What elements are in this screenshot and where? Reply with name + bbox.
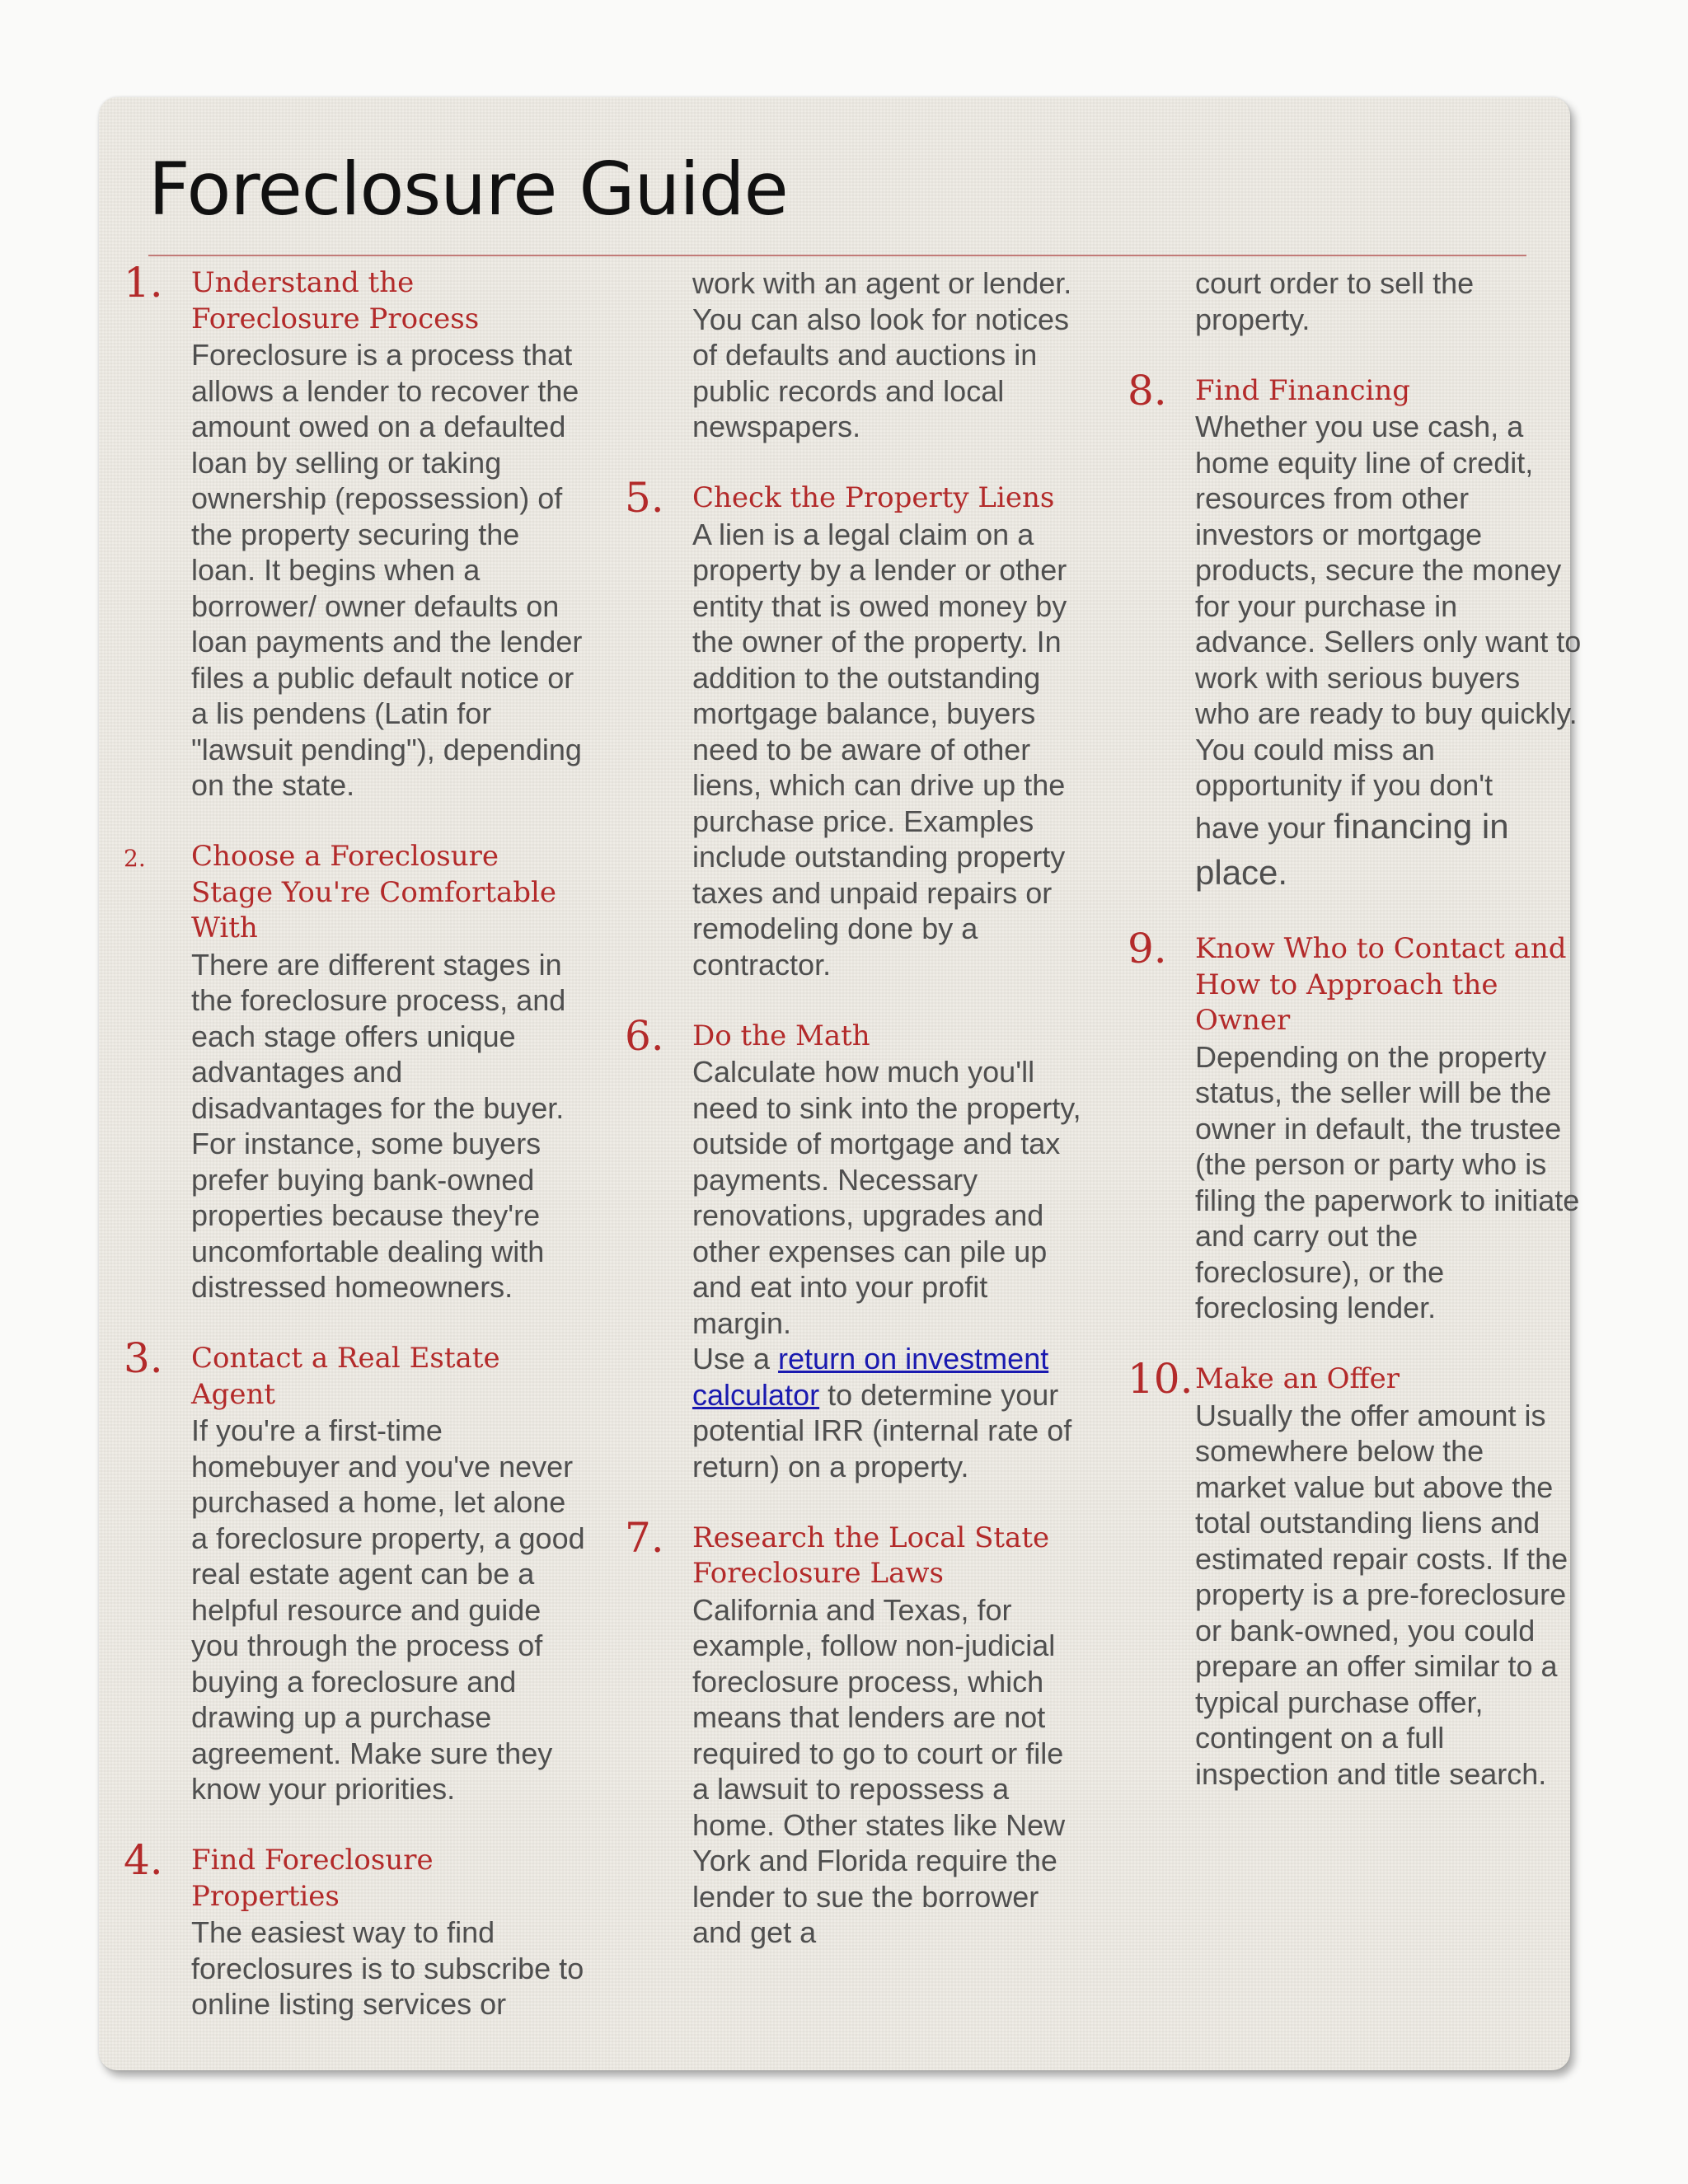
section-heading: Find Foreclosure Properties: [191, 1844, 434, 1913]
section-number: 4.: [124, 1836, 163, 1884]
section-heading: Research the Local State Foreclosure Laws: [692, 1521, 1050, 1590]
section-number: 8.: [1128, 366, 1167, 415]
section-2: [124, 839, 587, 1305]
section-1: [124, 259, 587, 804]
section-body: The easiest way to find foreclosures is to subscribe to online listing services or: [191, 1915, 584, 2021]
section-body: Calculate how much you'll need to sink into the property, outside of mortgage and tax payments. Necessary renovations, upgrades and other expenses can pile up and eat into your profit margin.: [692, 1055, 1081, 1340]
column-2: [625, 265, 1088, 1951]
section-9: [1128, 925, 1582, 1326]
section-number: 5.: [625, 474, 664, 522]
section-body: Depending on the property status, the seller will be the owner in default, the trustee (the person or party who is filing the paperwork to initiate and carry out the foreclosure), or the foreclosing lender.: [1195, 1039, 1580, 1324]
section-number: 2.: [124, 845, 146, 872]
section-body: California and Texas, for example, follow non-judicial foreclosure process, which means that lenders are not required to go to court or file a lawsuit to repossess a home. Other states like New York and Florida require the lender to sue the borrower and get a: [692, 1592, 1066, 1949]
section-body: There are different stages in the foreclosure process, and each stage offers unique advantages and disadvantages for the buyer. For instance, some buyers prefer buying bank-owned properties because they're uncomfortable dealing with distressed homeowners.: [191, 947, 566, 1304]
section-4: [124, 1836, 587, 2022]
section-heading: Find Financing: [1195, 373, 1411, 407]
section-number: 10.: [1128, 1355, 1193, 1403]
column-1: [124, 259, 587, 2022]
column-3: [1128, 265, 1582, 1792]
section-number: 9.: [1128, 925, 1167, 972]
section-6: [625, 1011, 1088, 1485]
tail-text-large: financing in place.: [1195, 806, 1509, 892]
section-5: [625, 474, 1088, 982]
section-heading: Know Who to Contact and How to Approach the Owner: [1195, 932, 1567, 1037]
section-number: 1.: [124, 259, 163, 307]
section-number: 3.: [124, 1334, 163, 1382]
section-3: [124, 1334, 587, 1807]
tail-text: have your: [1195, 810, 1334, 845]
section-number: 6.: [625, 1011, 664, 1060]
section-heading: Choose a Foreclosure Stage You're Comfortable With: [191, 840, 557, 944]
section-heading: Check the Property Liens: [692, 481, 1055, 514]
roi-text-before: Use a: [692, 1342, 779, 1376]
roi-text-after: to determine your potential IRR (internal rate of return) on a property.: [692, 1377, 1072, 1483]
roi-calculator-link[interactable]: return on investment calculator: [692, 1342, 1049, 1412]
section-body: If you're a first-time homebuyer and you've never purchased a home, let alone a foreclosure property, a good real estate agent can be a helpful resource and guide you through the process of buying a foreclosure and drawing up a purchase agreement. Make sure they know your priorities.: [191, 1413, 585, 1806]
section-body: A lien is a legal claim on a property by a lender or other entity that is owed money by the owner of the property. In addition to the outstanding mortgage balance, buyers need to be aware of other liens, which can drive up the purchase price. Examples include outstanding property taxes and unpaid repairs or remodeling done by a contractor.: [692, 517, 1067, 982]
section-body: Whether you use cash, a home equity line of credit, resources from other investors or mortgage products, secure the money for your purchase in advance. Sellers only want to work with serious buyers who are ready to buy quickly. You could miss an opportunity if you don't: [1195, 410, 1582, 802]
section-7-continued: court order to sell the property.: [1195, 266, 1475, 336]
section-body-tail: [1195, 804, 1582, 896]
section-body: Usually the offer amount is somewhere below the market value but above the total outstanding liens and estimated repair costs. If the property is a pre-foreclosure or bank-owned, you could prepare an offer similar to a typical purchase offer, contingent on a full inspection and title search.: [1195, 1398, 1568, 1791]
section-heading: Do the Math: [692, 1019, 870, 1052]
section-10: [1128, 1355, 1582, 1792]
section-heading: Make an Offer: [1195, 1362, 1400, 1395]
section-heading: Contact a Real Estate Agent: [191, 1342, 500, 1411]
section-body: Foreclosure is a process that allows a lender to recover the amount owed on a defaulted loan by selling or taking ownership (repossession) of the property securing the loan. It begins when a borrower/ owner defaults on loan payments and the lender files a public default notice or a lis pendens (Latin for "lawsuit pending"), depending on the state.: [191, 338, 583, 802]
page-title: Foreclosure Guide: [148, 147, 788, 232]
section-4-continued: work with an agent or lender. You can also look for notices of defaults and auctions in public records and local newspapers.: [692, 266, 1072, 443]
section-7: [625, 1513, 1088, 1951]
section-8: [1128, 366, 1582, 896]
section-number: 7.: [625, 1513, 664, 1562]
title-divider: [148, 255, 1526, 256]
section-heading: Understand the Foreclosure Process: [191, 266, 480, 335]
section-body-roi: [692, 1341, 1088, 1484]
